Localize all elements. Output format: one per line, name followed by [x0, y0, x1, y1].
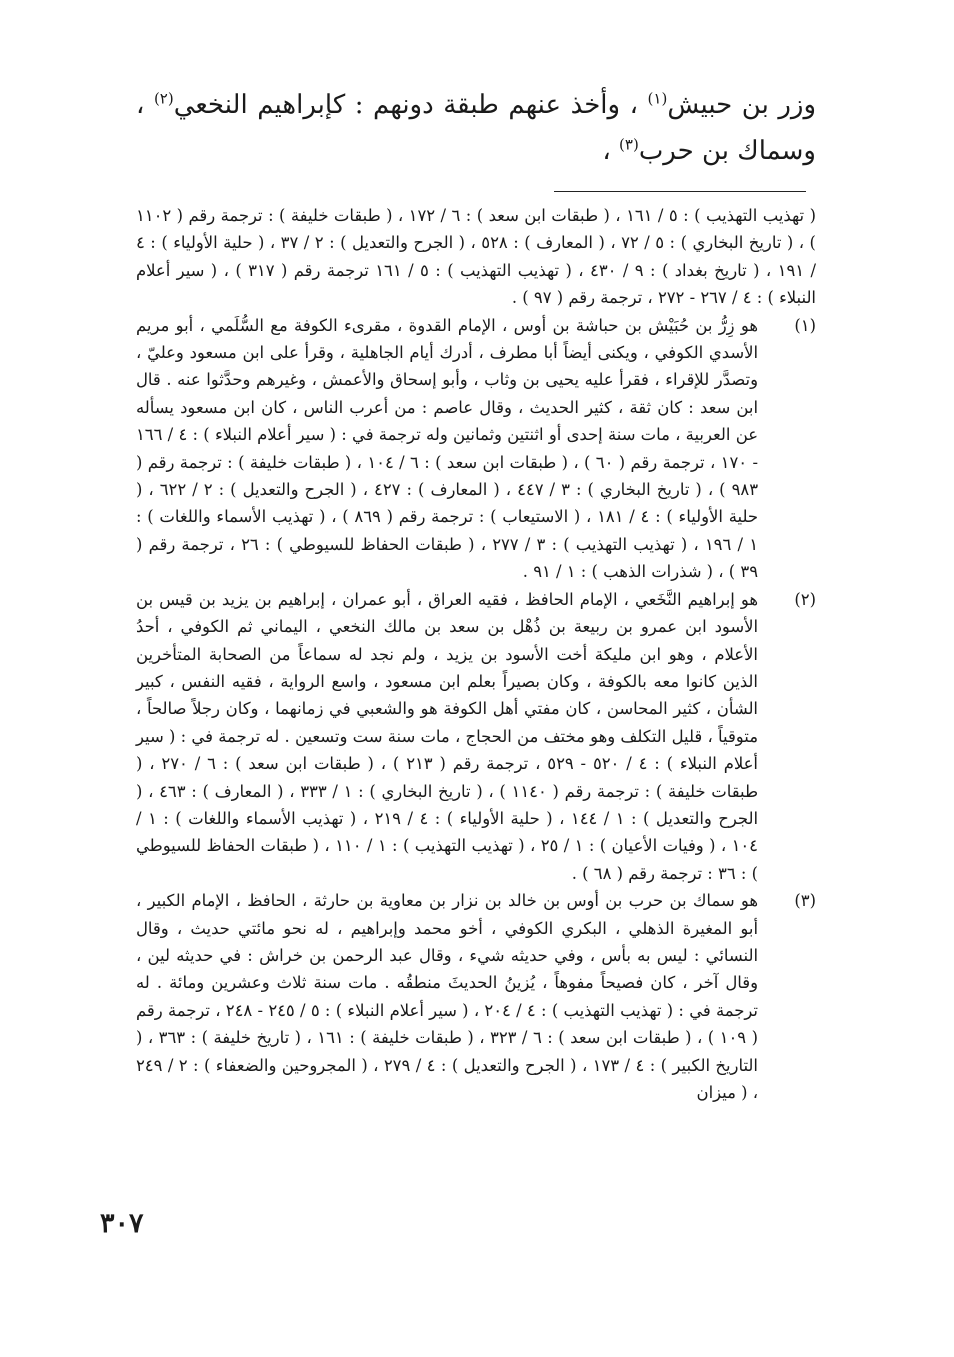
main-text-part-3: ، وسماك بن حرب	[136, 90, 816, 166]
footnote-continuation: ( تهذيب التهذيب ) : ٥ / ١٦١ ، ( طبقات ابن سعد ) : ٦ / ١٧٢ ، ( طبقات خليفة ) : ترجمة رقم ( ١١٠٢ ) ، ( تاريخ البخاري ) : ٥ / ٧٢ ، ( المعارف ) : ٥٢٨ ، ( الجرح والتعديل ) : ٢ / ٣٧ ، ( حلية الأولياء ) : ٤ / ١٩١ ، ( تاريخ بغداد ) : ٩ / ٤٣٠ ، ( تهذيب التهذيب ) : ٥ / ١٦١ ترجمة رقم ( ٣١٧ ) ، ( سير أعلام النبلاء ) : ٤ / ٢٦٧ - ٢٧٢ ، ترجمة رقم ( ٩٧ ) .	[136, 206, 816, 308]
page-number: ٣٠٧	[100, 1208, 144, 1239]
footnote-text: هو زِرُّ بن حُبَيْش بن حباشة بن أوس ، الإمام القدوة ، مقرىء الكوفة مع السُّلَمي ، أبو مريم الأسدي الكوفي ، ويكنى أيضاً أبا مطرف ، أدرك أيام الجاهلية ، وقرأ على ابن مسعود وعليّ ، وتصدَّر للإقراء ، فقرأ عليه يحيى بن وثاب ، وأبو إسحاق والأعمش ، وغيرهم وحدَّثوا عنه . قال ابن سعد : كان ثقة ، كثير الحديث ، وقال عاصم : من أعرب الناس ، كان ابن مسعود يسأله عن العربية ، مات سنة إحدى أو اثنتين وثمانين وله ترجمة في : ( سير أعلام النبلاء ) : ٤ / ١٦٦ - ١٧٠ ، ترجمة رقم ( ٦٠ ) ، ( طبقات ابن سعد ) : ٦ / ١٠٤ ، ( طبقات خليفة ) : ترجمة رقم ( ٩٨٣ ) ، ( تاريخ البخاري ) : ٣ / ٤٤٧ ، ( المعارف ) : ٤٢٧ ، ( الجرح والتعديل ) : ٢ / ٦٢٢ ، ( حلية الأولياء ) : ٤ / ١٨١ ، ( الاستيعاب ) : ترجمة رقم ( ٨٦٩ ) ، ( تهذيب الأسماء واللغات ) : ١ / ١٩٦ ، ( تهذيب التهذيب ) : ٣ / ٢٧٧ ، ( طبقات الحفاظ للسيوطي ) : ٢٦ ، ترجمة رقم ( ٣٩ ) ، ( شذرات الذهب ) : ١ / ٩١ .	[136, 315, 759, 582]
footnote-ref-2: (٢)	[153, 89, 174, 108]
footnote-ref-3: (٣)	[619, 135, 639, 154]
footnote-number: (٣)	[794, 891, 816, 911]
footnote-1	[136, 312, 816, 586]
footnote-number: (١)	[794, 315, 816, 335]
main-text	[136, 82, 816, 174]
footnote-3	[136, 887, 816, 1106]
main-text-part-4: ،	[602, 136, 620, 166]
footnote-ref-1: (١)	[647, 89, 668, 108]
footnote-text: هو سماك بن حرب بن أوس بن خالد بن نزار بن معاوية بن حارثة ، الحافظ ، الإمام الكبير ، أبو المغيرة الذهلي ، البكري الكوفي ، أخو محمد وإبراهيم ، له نحو مائتي حديث ، وقال النسائي : ليس به بأس ، وفي حديثه شيء ، وقال عبد الرحمن بن خراش : في حديثه لين ، وقال آخر ، كان فصيحاً مفوهاً ، يُزينُ الحديثَ منطقُه . مات سنة ثلاث وعشرين ومائة . له ترجمة في : ( تهذيب التهذيب ) : ٤ / ٢٠٤ ، ( سير أعلام النبلاء ) : ٥ / ٢٤٥ - ٢٤٨ ، ترجمة رقم ( ١٠٩ ) ، ( طبقات ابن سعد ) : ٦ / ٣٢٣ ، ( طبقات خليفة ) : ١٦١ ، ( تاريخ خليفة ) : ٣٦٣ ، ( التاريخ الكبير ) : ٤ / ١٧٣ ، ( الجرح والتعديل ) : ٤ / ٢٧٩ ، ( المجروحين والضعفاء ) : ٢ / ٢٤٩ ، ( ميزان	[136, 891, 758, 1102]
main-text-part-1: وزر بن حبيش	[667, 90, 817, 120]
footnotes	[136, 202, 816, 1106]
main-text-part-2: ، وأخذ عنهم طبقة دونهم : كإبراهيم النخعي	[173, 90, 648, 120]
footnote-text: هو إبراهيم النَّخَعي ، الإمام الحافظ ، فقيه العراق ، أبو عمران ، إبراهيم بن يزيد بن قيس بن الأسود ابن عمرو بن ربيعة بن ذُهْل بن سعد بن مالك النخعي ، اليماني ثم الكوفي ، أحدُ الأعلام ، وهو ابن مليكة أخت الأسود بن يزيد ، ولم نجد له سماعاً من الصحابة المتأخرين الذين كانوا معه بالكوفة ، وكان بصيراً بعلم ابن مسعود ، واسع الرواية ، فقيه النفس ، كبير الشأن ، كثير المحاسن ، كان مفتي أهل الكوفة هو والشعبي في زمانهما ، وكان رجلاً صالحاً ، متوقياً ، قليل التكلف وهو مختف من الحجاج ، مات سنة ست وتسعين . له ترجمة في : ( سير أعلام النبلاء ) : ٤ / ٥٢٠ - ٥٢٩ ، ترجمة رقم ( ٢١٣ ) ، ( طبقات ابن سعد ) : ٦ / ٢٧٠ ، ( طبقات خليفة ) : ترجمة رقم ( ١١٤٠ ) ، ( تاريخ البخاري ) : ١ / ٣٣٣ ، ( المعارف ) : ٤٦٣ ، ( الجرح والتعديل ) : ١ / ١٤٤ ، ( حلية الأولياء ) : ٤ / ٢١٩ ، ( تهذيب الأسماء واللغات ) : ١ / ١٠٤ ، ( وفيات الأعيان ) : ١ / ٢٥ ، ( تهذيب التهذيب ) : ١ / ١١٠ ، ( طبقات الحفاظ للسيوطي ) : ٣٦ : ترجمة رقم ( ٦٨ ) .	[136, 589, 759, 883]
footnote-number: (٢)	[794, 589, 816, 609]
footnote-separator	[554, 191, 806, 192]
footnote-2	[136, 586, 816, 887]
